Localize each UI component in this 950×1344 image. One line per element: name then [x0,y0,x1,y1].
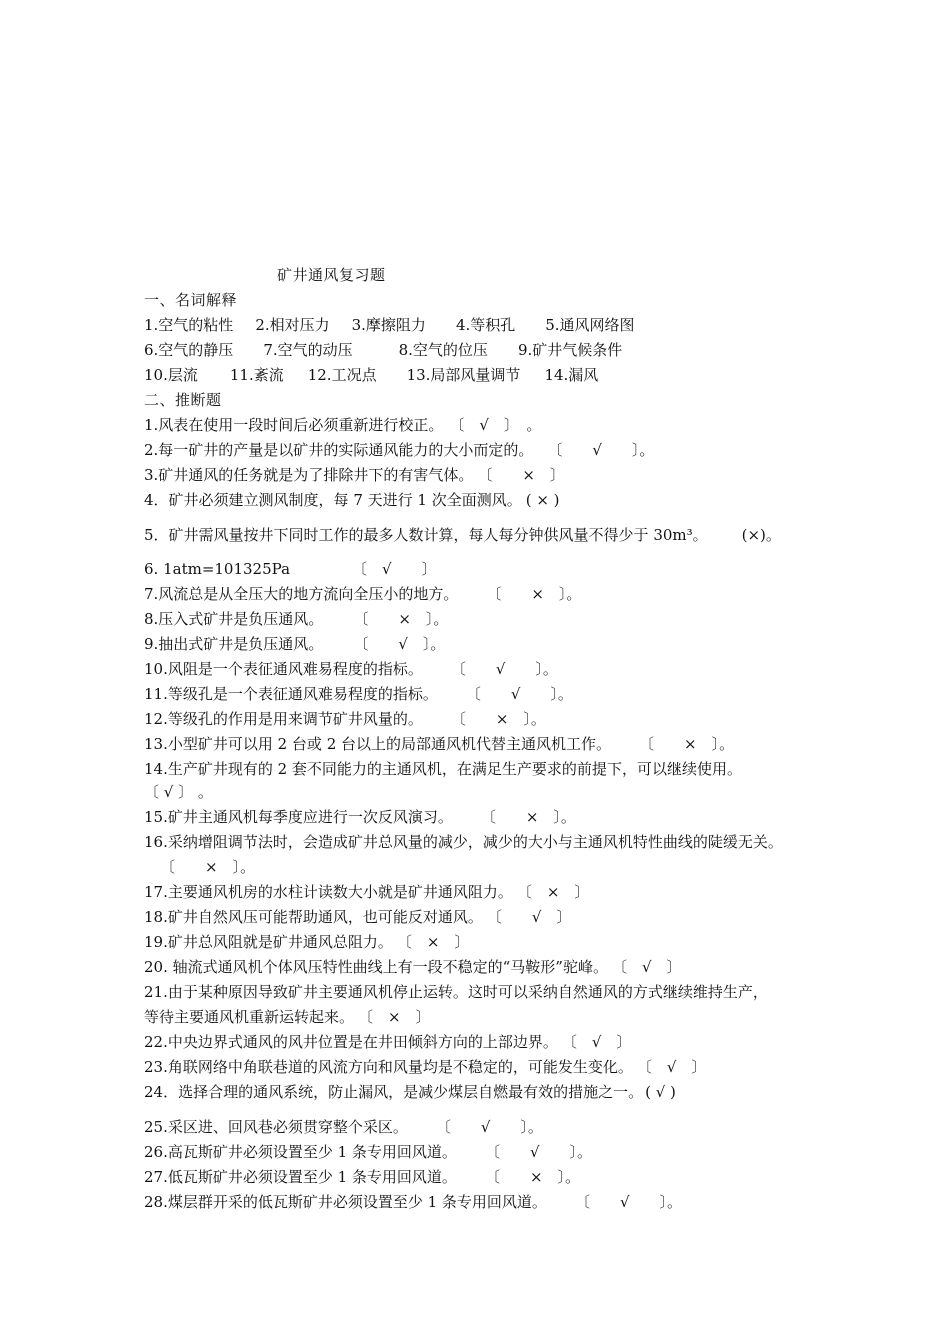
answer-mark: 〔 √ 〕。 [574,1193,682,1211]
question-16: 16.采纳增阻调节法时，会造成矿井总风量的减少，减少的大小与主通风机特性曲线的陡缓无关。 [144,833,783,851]
answer-mark: 〔 × 〕。 [353,610,449,628]
question-25: 25.采区进、回风巷必须贯穿整个采区。 〔 √ 〕。 [144,1118,543,1136]
answer-mark: ( √ ) [645,1083,676,1101]
question-28: 28.煤层群开采的低瓦斯矿井必须设置至少 1 条专用回风道。 〔 √ 〕。 [144,1193,682,1211]
answer-mark: 〔 × 〕。 [450,710,546,728]
page-title: 矿井通风复习题 [277,266,386,284]
question-7: 7.风流总是从全压大的地方流向全压小的地方。 〔 × 〕。 [144,585,582,603]
answer-mark: 〔 √ 〕。 [450,660,558,678]
question-1: 1.风表在使用一段时间后必须重新进行校正。 〔 √ 〕 。 [144,416,542,434]
question-11: 11.等级孔是一个表征通风难易程度的指标。 〔 √ 〕。 [144,685,573,703]
answer-mark: 〔 √ 〕 。 [144,783,213,801]
question-23: 23.角联网络中角联巷道的风流方向和风量均是不稳定的，可能发生变化。 〔 √ 〕 [144,1058,707,1076]
question-14: 14.生产矿井现有的 2 套不同能力的主通风机，在满足生产要求的前提下，可以继续使用。 [144,760,742,778]
question-19: 19.矿井总风阻就是矿井通风总阻力。 〔 × 〕 [144,933,470,951]
answer-mark: 〔 × 〕。 [480,808,576,826]
question-3: 3.矿井通风的任务就是为了排除井下的有害气体。 〔 × 〕 [144,466,565,484]
answer-mark: 〔 √ 〕 [611,958,682,976]
question-13: 13.小型矿井可以用 2 台或 2 台以上的局部通风机代替主通风机工作。 〔 × 〕。 [144,735,735,753]
term-item: 3.摩擦阻力 [351,316,426,334]
answer-mark: 〔 √ 〕 。 [449,416,542,434]
question-6: 6. 1atm=101325Pa 〔 √ 〕 [144,560,437,578]
term-item: 13.局部风量调节 [406,366,521,384]
answer-mark: 〔 × 〕 [477,466,565,484]
answer-mark: 〔 √ 〕 [352,560,437,578]
answer-mark: 〔 √ 〕。 [353,635,446,653]
term-item: 4.等积孔 [455,316,516,334]
terms-row-1 [144,315,635,335]
answer-mark: 〔 √ 〕。 [465,685,573,703]
question-12: 12.等级孔的作用是用来调节矿井风量的。 〔 × 〕。 [144,710,546,728]
question-24: 24．选择合理的通风系统，防止漏风，是减少煤层自燃最有效的措施之一。 ( √ ) [144,1083,676,1101]
term-item: 5.通风网络图 [545,316,635,334]
answer-mark: 〔 √ 〕 [486,908,572,926]
question-22: 22.中央边界式通风的风井位置是在井田倾斜方向的上部边界。 〔 √ 〕 [144,1033,632,1051]
question-8: 8.压入式矿井是负压通风。 〔 × 〕。 [144,610,449,628]
answer-mark: 〔 √ 〕。 [435,1118,543,1136]
answer-mark: 〔 × 〕。 [486,585,582,603]
question-9: 9.抽出式矿井是负压通风。 〔 √ 〕。 [144,635,446,653]
answer-mark: 〔 × 〕 [396,933,470,951]
terms-row-3 [144,365,598,385]
question-21: 21.由于某种原因导致矿井主要通风机停止运转。这时可以采纳自然通风的方式继续维持生产， [144,983,768,1001]
section-heading-terms: 一、名词解释 [144,291,238,309]
answer-mark: 〔 × 〕。 [160,858,256,876]
term-item: 6.空气的静压 [144,341,234,359]
term-item: 11.紊流 [229,366,284,384]
section-heading-judgement: 二、推断题 [144,391,222,409]
question-20: 20. 轴流式通风机个体风压特性曲线上有一段不稳定的“马鞍形”驼峰。 〔 √ 〕 [144,958,682,976]
question-2: 2.每一矿井的产量是以矿井的实际通风能力的大小而定的。 〔 √ 〕。 [144,441,655,459]
term-item: 2.相对压力 [255,316,330,334]
question-17: 17.主要通风机房的水柱计读数大小就是矿井通风阻力。 〔 × 〕 [144,883,590,901]
question-14-answer [144,782,213,802]
answer-mark: 〔 × 〕 [358,1008,431,1026]
question-16-answer [160,857,255,877]
question-10: 10.风阻是一个表征通风难易程度的指标。 〔 √ 〕。 [144,660,558,678]
answer-mark: 〔 √ 〕 [636,1058,707,1076]
answer-mark: 〔 √ 〕 [561,1033,632,1051]
term-item: 14.漏风 [544,366,599,384]
answer-mark: 〔 √ 〕。 [547,441,655,459]
answer-mark: ( × ) [525,491,560,509]
answer-mark: 〔 × 〕 [516,883,590,901]
term-item: 8.空气的位压 [398,341,488,359]
answer-mark: 〔 × 〕。 [484,1168,581,1186]
answer-mark: 〔 × 〕。 [639,735,735,753]
answer-mark: 〔 √ 〕。 [484,1143,592,1161]
question-5: 5．矿井需风量按井下同时工作的最多人数计算，每人每分钟供风量不得少于 30m³。 (×)。 [144,526,781,544]
question-21-cont: 等待主要通风机重新运转起来。 〔 × 〕 [144,1008,431,1026]
question-18: 18.矿井自然风压可能帮助通风，也可能反对通风。 〔 √ 〕 [144,908,572,926]
term-item: 9.矿井气候条件 [517,341,623,359]
question-26: 26.高瓦斯矿井必须设置至少 1 条专用回风道。 〔 √ 〕。 [144,1143,592,1161]
term-item: 10.层流 [144,366,198,384]
term-item: 1.空气的粘性 [144,316,234,334]
question-4: 4．矿井必须建立测风制度，每 7 天进行 1 次全面测风。 ( × ) [144,491,560,509]
term-item: 7.空气的动压 [263,341,353,359]
question-15: 15.矿井主通风机每季度应进行一次反风演习。 〔 × 〕。 [144,808,576,826]
terms-row-2 [144,340,622,360]
question-27: 27.低瓦斯矿井必须设置至少 1 条专用回风道。 〔 × 〕。 [144,1168,581,1186]
term-item: 12.工况点 [307,366,377,384]
answer-mark: (×)。 [741,526,781,544]
